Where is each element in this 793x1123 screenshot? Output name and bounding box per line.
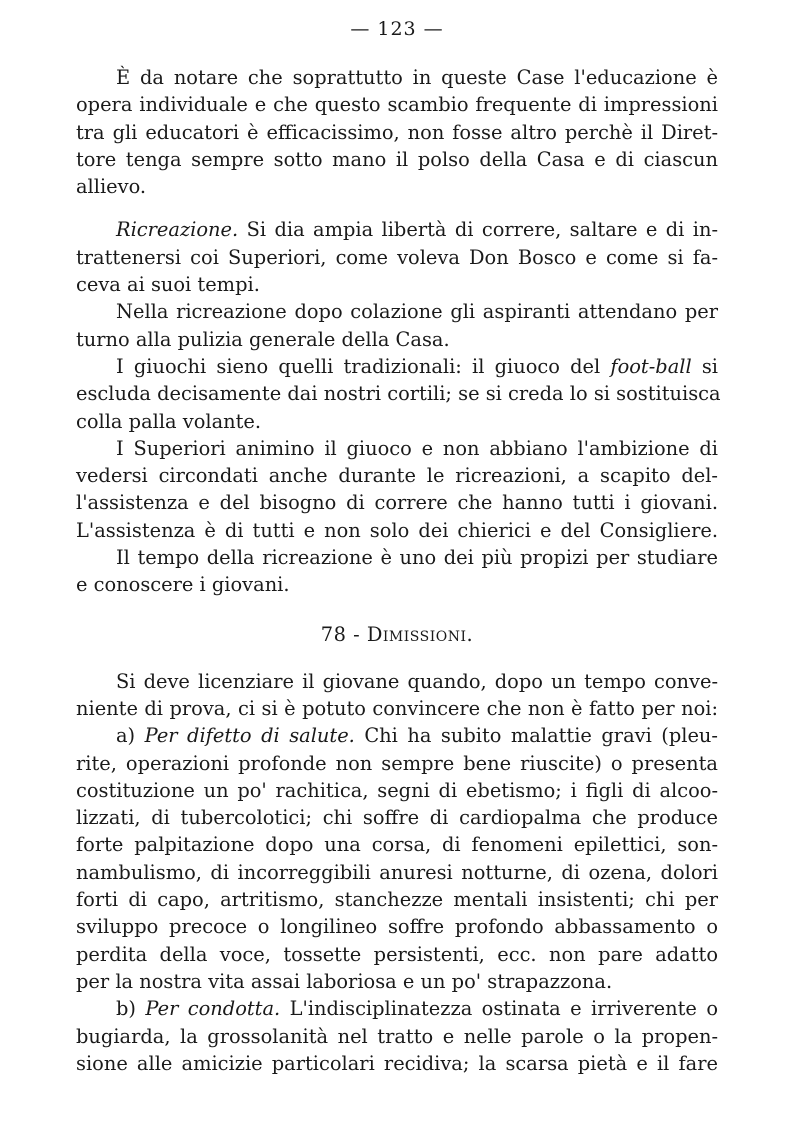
text-line: bugiarda, la grossolanità nel tratto e nelle parole o la propen-: [76, 1024, 718, 1048]
text-line: forte palpitazione dopo una corsa, di fenomeni epilettici, son-: [76, 833, 718, 857]
text-line: niente di prova, ci si è potuto convincere che non è fatto per noi:: [76, 696, 718, 720]
page-number: — 123 —: [350, 18, 444, 40]
text-line: Si deve licenziare il giovane quando, dopo un tempo conve-: [116, 669, 718, 693]
text-run: si: [691, 354, 718, 378]
text-line: allievo.: [76, 175, 147, 199]
section-title: [76, 621, 718, 648]
item-heading: Per difetto di salute.: [144, 724, 355, 748]
text-line: opera individuale e che questo scambio frequente di impressioni: [76, 93, 718, 117]
text-line: [76, 995, 718, 1022]
item-heading: Per condotta.: [145, 997, 281, 1021]
section-number: 78 -: [320, 622, 361, 646]
text-line: perdita della voce, tossette persistenti, ecc. non pare adatto: [76, 942, 718, 966]
text-line: nambulismo, di incorreggibili anuresi notturne, di ozena, dolori: [76, 860, 718, 884]
section-heading: Dimissioni.: [366, 622, 474, 646]
text-line: turno alla pulizia generale della Casa.: [76, 327, 450, 351]
paragraph-pulizia: [76, 298, 718, 353]
ricreazione-heading: Ricreazione.: [116, 218, 239, 242]
text-line: escluda decisamente dai nostri cortili; se si creda lo si sostituisca: [76, 382, 721, 406]
text-line: rite, operazioni profonde non sempre bene riuscite) o presenta: [76, 751, 718, 775]
text-line: l'assistenza e del bisogno di correre che hanno tutti i giovani.: [76, 491, 718, 515]
text-line: [76, 353, 718, 380]
paragraph-giuochi: [76, 353, 721, 435]
paragraph-superiori: [76, 435, 718, 544]
item-a-salute: [76, 722, 718, 995]
text-line: [76, 722, 718, 749]
text-line: e conoscere i giovani.: [76, 573, 290, 597]
paragraph-ricreazione: [76, 216, 718, 298]
text-line: ceva ai suoi tempi.: [76, 273, 260, 297]
text-line: vedersi circondati anche durante le ricreazioni, a scapito del-: [76, 464, 718, 488]
paragraph-education: [76, 64, 718, 200]
text-run: L'indisciplinatezza ostinata e irriverente o: [280, 997, 718, 1021]
text-run: Si dia ampia libertà di correre, saltare e di in-: [238, 218, 718, 242]
text-run: I giuochi sieno quelli tradizionali: il giuoco del: [116, 354, 611, 378]
text-line: colla palla volante.: [76, 409, 262, 433]
text-line: Nella ricreazione dopo colazione gli aspiranti attendano per: [116, 300, 718, 324]
paragraph-tempo: [76, 544, 718, 599]
foot-ball-term: foot-ball: [610, 354, 692, 378]
text-line: trattenersi coi Superiori, come voleva Don Bosco e come si fa-: [76, 245, 718, 269]
item-label: b): [116, 997, 136, 1021]
paragraph-licenziare: [76, 668, 718, 723]
text-line: [76, 216, 718, 243]
text-line: sione alle amicizie particolari recidiva; la scarsa pietà e il fare: [76, 1051, 718, 1075]
text-line: Il tempo della ricreazione è uno dei più propizi per studiare: [116, 546, 718, 570]
text-line: tore tenga sempre sotto mano il polso della Casa e di ciascun: [76, 147, 718, 171]
text-line: per la nostra vita assai laboriosa e un po' strapazzona.: [76, 969, 613, 993]
text-line: lizzati, di tubercolotici; chi soffre di cardiopalma che produce: [76, 806, 718, 830]
text-line: L'assistenza è di tutti e non solo dei chierici e del Consigliere.: [76, 518, 718, 542]
text-line: forti di capo, artritismo, stanchezze mentali insistenti; chi per: [76, 888, 718, 912]
text-line: tra gli educatori è efficacissimo, non fosse altro perchè il Diret-: [76, 120, 718, 144]
text-line: È da notare che soprattutto in queste Case l'educazione è: [116, 66, 718, 89]
document-page: [76, 18, 721, 1077]
text-line: sviluppo precoce o longilineo soffre profondo abbassamento o: [76, 915, 718, 939]
text-line: I Superiori animino il giuoco e non abbiano l'ambizione di: [116, 436, 718, 460]
item-label: a): [116, 724, 136, 748]
item-b-condotta: [76, 995, 718, 1077]
text-line: costituzione un po' rachitica, segni di ebetismo; i figli di alcoo-: [76, 778, 718, 802]
text-run: Chi ha subito malattie gravi (pleu-: [354, 724, 718, 748]
